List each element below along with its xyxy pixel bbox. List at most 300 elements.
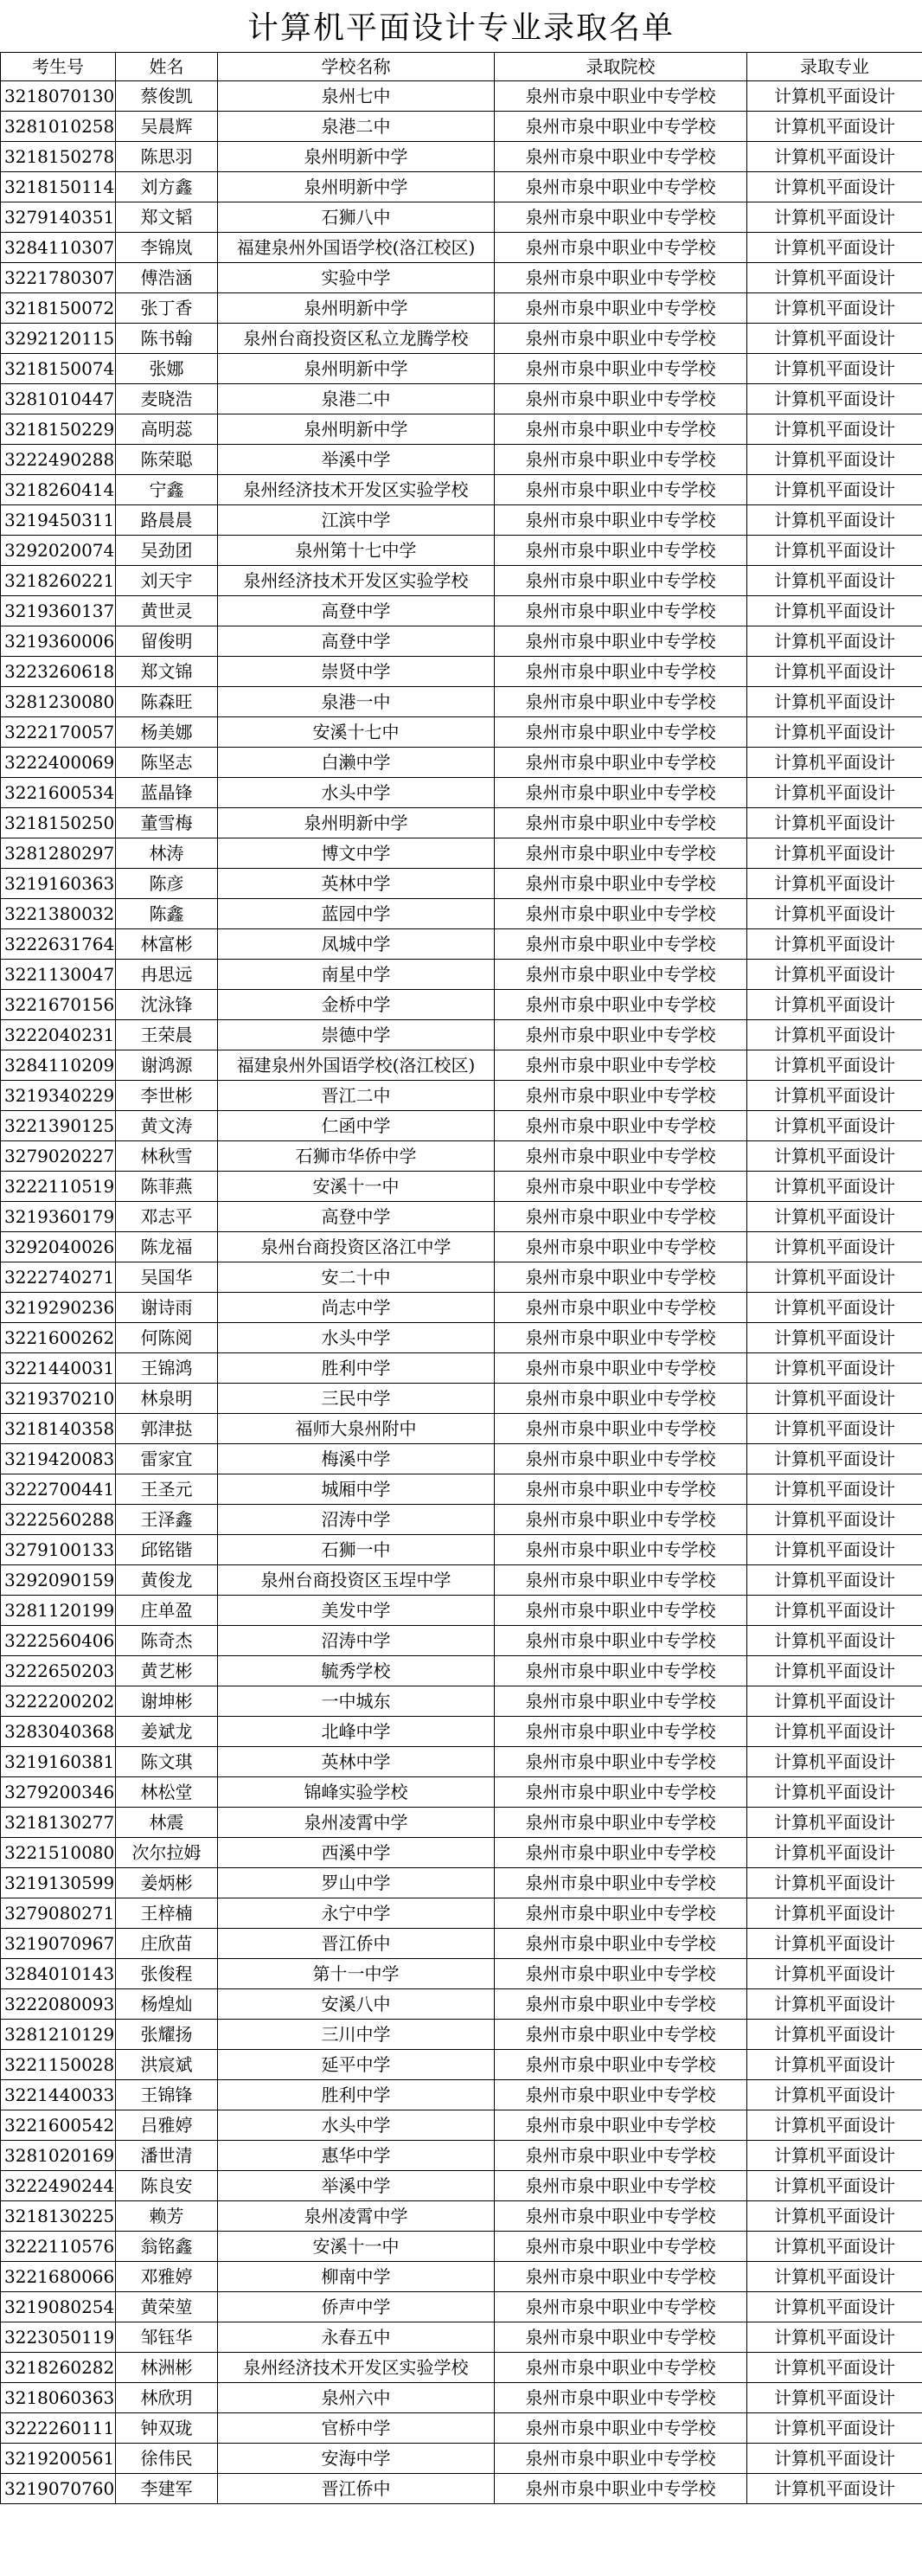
exam-id-cell: 3218150278	[1, 142, 116, 172]
student-name-cell: 林欣玥	[116, 2383, 218, 2413]
exam-id-cell: 3222650203	[1, 1656, 116, 1686]
college-cell: 泉州市泉中职业中专学校	[495, 990, 747, 1020]
table-row	[1, 1202, 922, 1232]
exam-id-cell: 3219160381	[1, 1747, 116, 1777]
school-cell: 西溪中学	[218, 1838, 495, 1868]
exam-id-cell: 3221380032	[1, 899, 116, 929]
table-row	[1, 324, 922, 354]
student-name-cell: 谢坤彬	[116, 1686, 218, 1717]
school-cell: 北峰中学	[218, 1717, 495, 1747]
college-cell: 泉州市泉中职业中专学校	[495, 1141, 747, 1172]
major-cell: 计算机平面设计	[747, 2232, 922, 2262]
school-cell: 胜利中学	[218, 2080, 495, 2110]
major-cell: 计算机平面设计	[747, 1505, 922, 1535]
exam-id-cell: 3221390125	[1, 1111, 116, 1141]
table-row	[1, 1384, 922, 1414]
major-cell: 计算机平面设计	[747, 1898, 922, 1929]
exam-id-cell: 3218070130	[1, 81, 116, 112]
exam-id-cell: 3222490244	[1, 2171, 116, 2201]
college-cell: 泉州市泉中职业中专学校	[495, 929, 747, 960]
school-cell: 三川中学	[218, 2020, 495, 2050]
student-name-cell: 邱铭锴	[116, 1535, 218, 1565]
student-name-cell: 翁铭鑫	[116, 2232, 218, 2262]
student-name-cell: 王锦锋	[116, 2080, 218, 2110]
major-cell: 计算机平面设计	[747, 1626, 922, 1656]
college-cell: 泉州市泉中职业中专学校	[495, 1808, 747, 1838]
major-cell: 计算机平面设计	[747, 1444, 922, 1474]
major-cell: 计算机平面设计	[747, 1929, 922, 1959]
exam-id-cell: 3221440033	[1, 2080, 116, 2110]
table-row	[1, 596, 922, 626]
college-cell: 泉州市泉中职业中专学校	[495, 1838, 747, 1868]
school-cell: 高登中学	[218, 626, 495, 657]
student-name-cell: 黄荣堃	[116, 2292, 218, 2322]
student-name-cell: 陈荣聪	[116, 445, 218, 475]
college-cell: 泉州市泉中职业中专学校	[495, 2050, 747, 2080]
college-cell: 泉州市泉中职业中专学校	[495, 869, 747, 899]
school-cell: 泉港二中	[218, 112, 495, 142]
college-cell: 泉州市泉中职业中专学校	[495, 2262, 747, 2292]
college-cell: 泉州市泉中职业中专学校	[495, 2353, 747, 2383]
college-cell: 泉州市泉中职业中专学校	[495, 778, 747, 808]
student-name-cell: 赖芳	[116, 2201, 218, 2232]
student-name-cell: 黄世灵	[116, 596, 218, 626]
major-cell: 计算机平面设计	[747, 1384, 922, 1414]
major-cell: 计算机平面设计	[747, 1747, 922, 1777]
student-name-cell: 庄单盈	[116, 1596, 218, 1626]
school-cell: 安溪十七中	[218, 717, 495, 748]
major-cell: 计算机平面设计	[747, 717, 922, 748]
exam-id-cell: 3219360137	[1, 596, 116, 626]
student-name-cell: 麦晓浩	[116, 384, 218, 414]
student-name-cell: 林涛	[116, 838, 218, 869]
table-row	[1, 1929, 922, 1959]
student-name-cell: 吕雅婷	[116, 2110, 218, 2141]
college-cell: 泉州市泉中职业中专学校	[495, 233, 747, 263]
major-cell: 计算机平面设计	[747, 748, 922, 778]
school-cell: 英林中学	[218, 1747, 495, 1777]
table-row	[1, 263, 922, 293]
exam-id-cell: 3222700441	[1, 1474, 116, 1505]
major-cell: 计算机平面设计	[747, 2050, 922, 2080]
college-cell: 泉州市泉中职业中专学校	[495, 748, 747, 778]
major-cell: 计算机平面设计	[747, 1808, 922, 1838]
school-cell: 沼涛中学	[218, 1626, 495, 1656]
school-cell: 泉州凌霄中学	[218, 1808, 495, 1838]
exam-id-cell: 3222110576	[1, 2232, 116, 2262]
exam-id-cell: 3222490288	[1, 445, 116, 475]
major-cell: 计算机平面设计	[747, 475, 922, 505]
student-name-cell: 傅浩涵	[116, 263, 218, 293]
student-name-cell: 陈思羽	[116, 142, 218, 172]
student-name-cell: 林震	[116, 1808, 218, 1838]
table-row	[1, 414, 922, 445]
student-name-cell: 路晨晨	[116, 505, 218, 536]
exam-id-cell: 3281230080	[1, 687, 116, 717]
table-row	[1, 2474, 922, 2504]
admission-table	[0, 52, 922, 2504]
header-school: 学校名称	[218, 53, 495, 81]
major-cell: 计算机平面设计	[747, 1050, 922, 1081]
table-row	[1, 354, 922, 384]
major-cell: 计算机平面设计	[747, 2444, 922, 2474]
college-cell: 泉州市泉中职业中专学校	[495, 263, 747, 293]
student-name-cell: 陈森旺	[116, 687, 218, 717]
table-row	[1, 445, 922, 475]
school-cell: 官桥中学	[218, 2413, 495, 2444]
table-row	[1, 1717, 922, 1747]
table-row	[1, 2292, 922, 2322]
student-name-cell: 王圣元	[116, 1474, 218, 1505]
table-row	[1, 384, 922, 414]
school-cell: 水头中学	[218, 1323, 495, 1353]
college-cell: 泉州市泉中职业中专学校	[495, 324, 747, 354]
table-row	[1, 2020, 922, 2050]
major-cell: 计算机平面设计	[747, 566, 922, 596]
school-cell: 晋江侨中	[218, 1929, 495, 1959]
exam-id-cell: 3292020074	[1, 536, 116, 566]
exam-id-cell: 3219360179	[1, 1202, 116, 1232]
table-row	[1, 1232, 922, 1262]
table-row	[1, 2383, 922, 2413]
exam-id-cell: 3222740271	[1, 1262, 116, 1293]
student-name-cell: 张娜	[116, 354, 218, 384]
college-cell: 泉州市泉中职业中专学校	[495, 1747, 747, 1777]
college-cell: 泉州市泉中职业中专学校	[495, 1232, 747, 1262]
college-cell: 泉州市泉中职业中专学校	[495, 475, 747, 505]
table-row	[1, 1020, 922, 1050]
major-cell: 计算机平面设计	[747, 838, 922, 869]
exam-id-cell: 3222200202	[1, 1686, 116, 1717]
table-row	[1, 1323, 922, 1353]
student-name-cell: 庄欣苗	[116, 1929, 218, 1959]
major-cell: 计算机平面设计	[747, 899, 922, 929]
major-cell: 计算机平面设计	[747, 1414, 922, 1444]
exam-id-cell: 3279020227	[1, 1141, 116, 1172]
student-name-cell: 徐伟民	[116, 2444, 218, 2474]
student-name-cell: 宁鑫	[116, 475, 218, 505]
table-row	[1, 142, 922, 172]
college-cell: 泉州市泉中职业中专学校	[495, 1081, 747, 1111]
table-row	[1, 1141, 922, 1172]
header-name: 姓名	[116, 53, 218, 81]
college-cell: 泉州市泉中职业中专学校	[495, 717, 747, 748]
school-cell: 泉州明新中学	[218, 808, 495, 838]
table-row	[1, 1262, 922, 1293]
college-cell: 泉州市泉中职业中专学校	[495, 2413, 747, 2444]
table-row	[1, 626, 922, 657]
student-name-cell: 邓雅婷	[116, 2262, 218, 2292]
student-name-cell: 高明蕊	[116, 414, 218, 445]
major-cell: 计算机平面设计	[747, 1353, 922, 1384]
exam-id-cell: 3222400069	[1, 748, 116, 778]
major-cell: 计算机平面设计	[747, 657, 922, 687]
school-cell: 毓秀学校	[218, 1656, 495, 1686]
major-cell: 计算机平面设计	[747, 445, 922, 475]
major-cell: 计算机平面设计	[747, 2474, 922, 2504]
table-row	[1, 1353, 922, 1384]
college-cell: 泉州市泉中职业中专学校	[495, 2383, 747, 2413]
table-row	[1, 2413, 922, 2444]
college-cell: 泉州市泉中职业中专学校	[495, 596, 747, 626]
student-name-cell: 李锦岚	[116, 233, 218, 263]
table-row	[1, 2262, 922, 2292]
student-name-cell: 林松堂	[116, 1777, 218, 1808]
page-title: 计算机平面设计专业录取名单	[247, 10, 675, 46]
college-cell: 泉州市泉中职业中专学校	[495, 293, 747, 324]
major-cell: 计算机平面设计	[747, 1202, 922, 1232]
school-cell: 福建泉州外国语学校(洛江校区)	[218, 233, 495, 263]
exam-id-cell: 3222560406	[1, 1626, 116, 1656]
college-cell: 泉州市泉中职业中专学校	[495, 1262, 747, 1293]
student-name-cell: 洪宸斌	[116, 2050, 218, 2080]
school-cell: 泉州台商投资区洛江中学	[218, 1232, 495, 1262]
table-row	[1, 1898, 922, 1929]
school-cell: 泉港二中	[218, 384, 495, 414]
college-cell: 泉州市泉中职业中专学校	[495, 1565, 747, 1596]
exam-id-cell: 3281020169	[1, 2141, 116, 2171]
college-cell: 泉州市泉中职业中专学校	[495, 2292, 747, 2322]
major-cell: 计算机平面设计	[747, 1141, 922, 1172]
table-row	[1, 1808, 922, 1838]
student-name-cell: 谢鸿源	[116, 1050, 218, 1081]
exam-id-cell: 3218150250	[1, 808, 116, 838]
exam-id-cell: 3219450311	[1, 505, 116, 536]
student-name-cell: 林富彬	[116, 929, 218, 960]
school-cell: 安海中学	[218, 2444, 495, 2474]
student-name-cell: 王梓楠	[116, 1898, 218, 1929]
exam-id-cell: 3219130599	[1, 1868, 116, 1898]
student-name-cell: 黄俊龙	[116, 1565, 218, 1596]
college-cell: 泉州市泉中职业中专学校	[495, 1686, 747, 1717]
major-cell: 计算机平面设计	[747, 293, 922, 324]
major-cell: 计算机平面设计	[747, 1656, 922, 1686]
college-cell: 泉州市泉中职业中专学校	[495, 2110, 747, 2141]
college-cell: 泉州市泉中职业中专学校	[495, 1505, 747, 1535]
table-row	[1, 2353, 922, 2383]
exam-id-cell: 3218260282	[1, 2353, 116, 2383]
school-cell: 晋江二中	[218, 1081, 495, 1111]
college-cell: 泉州市泉中职业中专学校	[495, 1596, 747, 1626]
table-row	[1, 1505, 922, 1535]
school-cell: 英林中学	[218, 869, 495, 899]
school-cell: 石狮八中	[218, 202, 495, 233]
major-cell: 计算机平面设计	[747, 142, 922, 172]
student-name-cell: 王锦鸿	[116, 1353, 218, 1384]
college-cell: 泉州市泉中职业中专学校	[495, 808, 747, 838]
exam-id-cell: 3281280297	[1, 838, 116, 869]
table-row	[1, 1111, 922, 1141]
major-cell: 计算机平面设计	[747, 81, 922, 112]
table-row	[1, 1444, 922, 1474]
major-cell: 计算机平面设计	[747, 172, 922, 202]
table-row	[1, 1626, 922, 1656]
school-cell: 崇德中学	[218, 1020, 495, 1050]
exam-id-cell: 3218150229	[1, 414, 116, 445]
table-row	[1, 1777, 922, 1808]
table-row	[1, 1565, 922, 1596]
school-cell: 惠华中学	[218, 2141, 495, 2171]
major-cell: 计算机平面设计	[747, 505, 922, 536]
exam-id-cell: 3283040368	[1, 1717, 116, 1747]
student-name-cell: 冉思远	[116, 960, 218, 990]
major-cell: 计算机平面设计	[747, 808, 922, 838]
major-cell: 计算机平面设计	[747, 2262, 922, 2292]
college-cell: 泉州市泉中职业中专学校	[495, 626, 747, 657]
college-cell: 泉州市泉中职业中专学校	[495, 536, 747, 566]
table-row	[1, 2322, 922, 2353]
school-cell: 博文中学	[218, 838, 495, 869]
college-cell: 泉州市泉中职业中专学校	[495, 2171, 747, 2201]
student-name-cell: 雷家宜	[116, 1444, 218, 1474]
student-name-cell: 谢诗雨	[116, 1293, 218, 1323]
exam-id-cell: 3279100133	[1, 1535, 116, 1565]
major-cell: 计算机平面设计	[747, 1868, 922, 1898]
exam-id-cell: 3219340229	[1, 1081, 116, 1111]
school-cell: 沼涛中学	[218, 1505, 495, 1535]
college-cell: 泉州市泉中职业中专学校	[495, 1293, 747, 1323]
major-cell: 计算机平面设计	[747, 1081, 922, 1111]
school-cell: 三民中学	[218, 1384, 495, 1414]
exam-id-cell: 3218060363	[1, 2383, 116, 2413]
exam-id-cell: 3221510080	[1, 1838, 116, 1868]
major-cell: 计算机平面设计	[747, 324, 922, 354]
exam-id-cell: 3218130277	[1, 1808, 116, 1838]
table-row	[1, 838, 922, 869]
school-cell: 胜利中学	[218, 1353, 495, 1384]
table-row	[1, 1414, 922, 1444]
college-cell: 泉州市泉中职业中专学校	[495, 1050, 747, 1081]
student-name-cell: 何陈阅	[116, 1323, 218, 1353]
school-cell: 泉州台商投资区玉埕中学	[218, 1565, 495, 1596]
exam-id-cell: 3221130047	[1, 960, 116, 990]
major-cell: 计算机平面设计	[747, 2080, 922, 2110]
exam-id-cell: 3292120115	[1, 324, 116, 354]
table-row	[1, 1172, 922, 1202]
major-cell: 计算机平面设计	[747, 1474, 922, 1505]
student-name-cell: 陈菲燕	[116, 1172, 218, 1202]
school-cell: 泉州七中	[218, 81, 495, 112]
school-cell: 泉州明新中学	[218, 172, 495, 202]
table-row	[1, 475, 922, 505]
school-cell: 泉州凌霄中学	[218, 2201, 495, 2232]
school-cell: 泉州经济技术开发区实验学校	[218, 566, 495, 596]
student-name-cell: 董雪梅	[116, 808, 218, 838]
exam-id-cell: 3218140358	[1, 1414, 116, 1444]
school-cell: 凤城中学	[218, 929, 495, 960]
table-row	[1, 1293, 922, 1323]
college-cell: 泉州市泉中职业中专学校	[495, 202, 747, 233]
student-name-cell: 陈奇杰	[116, 1626, 218, 1656]
student-name-cell: 刘天宇	[116, 566, 218, 596]
school-cell: 第十一中学	[218, 1959, 495, 1989]
exam-id-cell: 3221150028	[1, 2050, 116, 2080]
student-name-cell: 钟双珑	[116, 2413, 218, 2444]
exam-id-cell: 3221600534	[1, 778, 116, 808]
college-cell: 泉州市泉中职业中专学校	[495, 899, 747, 929]
college-cell: 泉州市泉中职业中专学校	[495, 1959, 747, 1989]
college-cell: 泉州市泉中职业中专学校	[495, 2444, 747, 2474]
student-name-cell: 留俊明	[116, 626, 218, 657]
exam-id-cell: 3222631764	[1, 929, 116, 960]
school-cell: 一中城东	[218, 1686, 495, 1717]
student-name-cell: 邹钰华	[116, 2322, 218, 2353]
school-cell: 尚志中学	[218, 1293, 495, 1323]
exam-id-cell: 3279140351	[1, 202, 116, 233]
exam-id-cell: 3219420083	[1, 1444, 116, 1474]
table-row	[1, 172, 922, 202]
table-row	[1, 2171, 922, 2201]
table-row	[1, 1959, 922, 1989]
major-cell: 计算机平面设计	[747, 354, 922, 384]
exam-id-cell: 3218150074	[1, 354, 116, 384]
school-cell: 永春五中	[218, 2322, 495, 2353]
exam-id-cell: 3218150114	[1, 172, 116, 202]
major-cell: 计算机平面设计	[747, 1232, 922, 1262]
school-cell: 泉州台商投资区私立龙腾学校	[218, 324, 495, 354]
school-cell: 延平中学	[218, 2050, 495, 2080]
major-cell: 计算机平面设计	[747, 1323, 922, 1353]
exam-id-cell: 3222170057	[1, 717, 116, 748]
school-cell: 安二十中	[218, 1262, 495, 1293]
table-row	[1, 687, 922, 717]
major-cell: 计算机平面设计	[747, 990, 922, 1020]
table-row	[1, 2444, 922, 2474]
table-row	[1, 1596, 922, 1626]
table-row	[1, 202, 922, 233]
exam-id-cell: 3284110209	[1, 1050, 116, 1081]
student-name-cell: 杨美娜	[116, 717, 218, 748]
college-cell: 泉州市泉中职业中专学校	[495, 1414, 747, 1444]
table-row	[1, 929, 922, 960]
school-cell: 美发中学	[218, 1596, 495, 1626]
school-cell: 仁函中学	[218, 1111, 495, 1141]
school-cell: 安溪十一中	[218, 2232, 495, 2262]
student-name-cell: 张耀扬	[116, 2020, 218, 2050]
table-row	[1, 1838, 922, 1868]
major-cell: 计算机平面设计	[747, 1686, 922, 1717]
major-cell: 计算机平面设计	[747, 1565, 922, 1596]
school-cell: 泉州经济技术开发区实验学校	[218, 475, 495, 505]
student-name-cell: 姜斌龙	[116, 1717, 218, 1747]
exam-id-cell: 3284010143	[1, 1959, 116, 1989]
college-cell: 泉州市泉中职业中专学校	[495, 384, 747, 414]
school-cell: 南星中学	[218, 960, 495, 990]
table-row	[1, 1686, 922, 1717]
student-name-cell: 陈坚志	[116, 748, 218, 778]
student-name-cell: 次尔拉姆	[116, 1838, 218, 1868]
table-row	[1, 717, 922, 748]
exam-id-cell: 3281010447	[1, 384, 116, 414]
exam-id-cell: 3218260221	[1, 566, 116, 596]
table-row	[1, 1081, 922, 1111]
student-name-cell: 李建军	[116, 2474, 218, 2504]
major-cell: 计算机平面设计	[747, 1172, 922, 1202]
exam-id-cell: 3221600542	[1, 2110, 116, 2141]
exam-id-cell: 3222040231	[1, 1020, 116, 1050]
student-name-cell: 陈书翰	[116, 324, 218, 354]
exam-id-cell: 3219360006	[1, 626, 116, 657]
college-cell: 泉州市泉中职业中专学校	[495, 1384, 747, 1414]
major-cell: 计算机平面设计	[747, 2383, 922, 2413]
student-name-cell: 郑文锦	[116, 657, 218, 687]
school-cell: 水头中学	[218, 2110, 495, 2141]
table-row	[1, 960, 922, 990]
student-name-cell: 沈泳锋	[116, 990, 218, 1020]
college-cell: 泉州市泉中职业中专学校	[495, 354, 747, 384]
school-cell: 泉州明新中学	[218, 293, 495, 324]
school-cell: 石狮市华侨中学	[218, 1141, 495, 1172]
